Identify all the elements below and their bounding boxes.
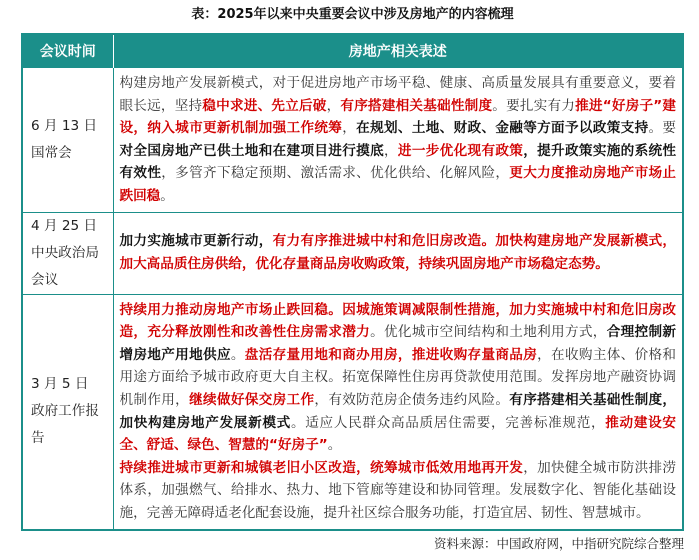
emphasis-bold-text: 有序搭建相关基础性制度，加快构建房地产发展新模式 (119, 391, 677, 431)
statement-paragraph (120, 72, 677, 208)
meeting-cell (22, 294, 113, 529)
emphasis-red-text: 有力有序推进城中村和危旧房改造。加快构建房地产发展新模式，加大高品质住房供给，优化存量商品房收购政策，持续巩固房地产市场稳定态势。 (119, 233, 677, 273)
emphasis-bold-text: 在规划、土地、财政、金融等方面予以政策支持 (356, 120, 649, 137)
emphasis-bold-text: 合理控制新增房地产用地供应 (119, 324, 677, 363)
emphasis-bold-text: ，提升政策实施的系统性有效性 (119, 142, 677, 182)
statement-cell (113, 212, 683, 294)
meeting-cell (22, 68, 113, 213)
meeting-date: 4 月 25 日 (31, 217, 98, 234)
policy-table (21, 33, 684, 531)
body-text: ，加快健全城市防洪排涝体系，加强燃气、给排水、热力、地下管廊等建设和协同管理。发展数字化、智能化基础设施，完善无障碍适老化配套设施，提升社区综合服务功能，打造宜居、韧性、智慧城市。 (119, 459, 677, 521)
meeting-name: 国常会 (31, 144, 72, 161)
meeting-name: 政府工作报告 (31, 403, 99, 447)
table-row (22, 68, 683, 213)
body-text: 。 (230, 346, 245, 363)
emphasis-red-text: 更大力度推动房地产市场止跌回稳 (119, 165, 677, 204)
statement-paragraph (120, 457, 677, 525)
body-text: ， (384, 142, 398, 159)
body-text: 。要扎实有力 (492, 97, 576, 114)
source-note: 资料来源：中国政府网，中指研究院综合整理 (433, 535, 684, 551)
emphasis-red-text: 进一步优化现有政策 (397, 142, 524, 159)
body-text: ，多管齐下稳定预期、激活需求、优化供给、化解风险， (161, 165, 510, 182)
table-header-row (22, 34, 683, 68)
meeting-date: 6 月 13 日 (31, 117, 98, 134)
body-text: 。 (160, 187, 174, 204)
header-statement: 房地产相关表述 (113, 34, 683, 68)
emphasis-red-text: 推进“好房子”建设，纳入城市更新机制加强工作统筹 (119, 97, 677, 137)
statement-paragraph (120, 299, 677, 457)
table-row (22, 212, 683, 294)
meeting-name: 中央政治局会议 (31, 244, 99, 288)
emphasis-red-text: 持续用力推动房地产市场止跌回稳。因城施策调减限制性措施，加力实施城中村和危旧房改造，充分释放刚性和改善性住房需求潜力 (119, 301, 676, 341)
body-text: 。优化城市空间结构和土地利用方式， (370, 324, 607, 341)
table-row (22, 294, 683, 529)
body-text: ，在收购主体、价格和用途方面给予城市政府更大自主权。拓宽保障性住房再贷款使用范围。发挥房地产融资协调机制作用， (119, 346, 677, 408)
emphasis-bold-text: 加力实施城市更新行动， (119, 233, 273, 250)
emphasis-red-text: 继续做好保交房工作 (189, 391, 315, 408)
body-text: ， (342, 120, 357, 137)
body-text: 构建房地产发展新模式，对于促进房地产市场平稳、健康、高质量发展具有重要意义，要着眼长远，坚持 (119, 75, 676, 114)
body-text: ，有效防范房企债务违约风险。 (314, 391, 510, 408)
header-meeting-time: 会议时间 (22, 34, 113, 68)
body-text: ， (326, 97, 341, 114)
body-text: 。 (327, 437, 342, 454)
emphasis-red-text: 持续推进城市更新和城镇老旧小区改造，统筹城市低效用地再开发 (119, 459, 524, 476)
emphasis-red-text: 推动建设安全、舒适、绿色、智慧的“好房子” (119, 414, 677, 454)
emphasis-red-text: 盘活存量用地和商办用房，推进收购存量商品房 (244, 346, 538, 363)
emphasis-bold-text: 对全国房地产已供土地和在建项目进行摸底 (119, 142, 384, 159)
meeting-cell (22, 212, 113, 294)
statement-cell (113, 294, 683, 529)
body-text: 。适应人民群众高品质居住需要，完善标准规范， (290, 414, 606, 431)
body-text: 。要 (648, 120, 677, 137)
meeting-date: 3 月 5 日 (31, 376, 89, 393)
emphasis-red-text: 有序搭建相关基础性制度 (340, 97, 493, 114)
emphasis-red-text: 稳中求进、先立后破 (202, 97, 327, 114)
table-title: 表：2025年以来中央重要会议中涉及房地产的内容梳理 (191, 7, 514, 22)
statement-paragraph (120, 230, 677, 275)
statement-cell (113, 68, 683, 213)
